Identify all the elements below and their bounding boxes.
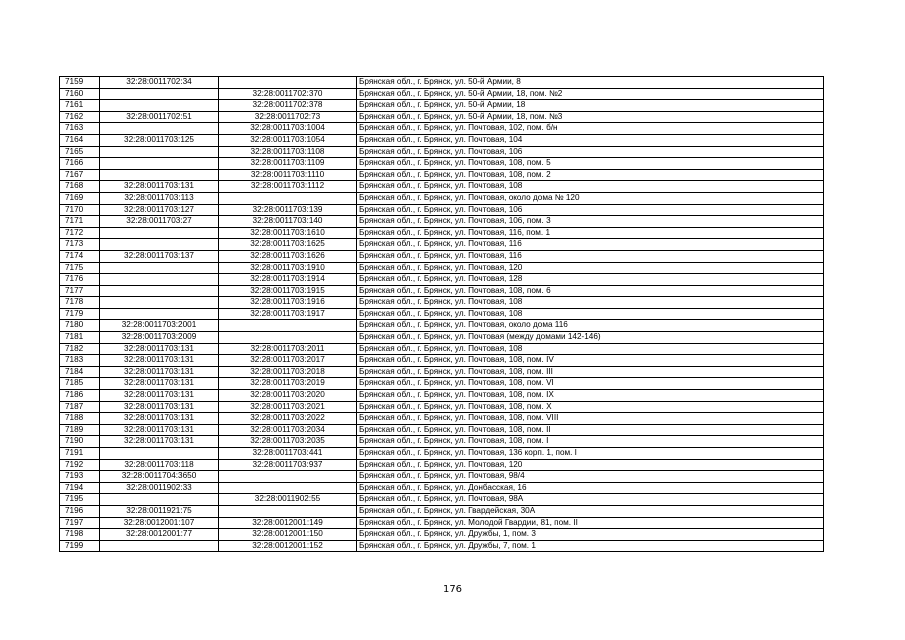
- address-cell: Брянская обл., г. Брянск, ул. Почтовая, 116: [357, 239, 824, 251]
- table-row: [60, 262, 824, 274]
- row-number-cell: 7171: [60, 216, 100, 228]
- cadastral-number-cell: [100, 146, 219, 158]
- address-cell: Брянская обл., г. Брянск, ул. Почтовая, 120: [357, 262, 824, 274]
- row-number-cell: 7183: [60, 355, 100, 367]
- table-row: [60, 181, 824, 193]
- table-row: [60, 77, 824, 89]
- table-row: [60, 216, 824, 228]
- address-cell: Брянская обл., г. Брянск, ул. Почтовая, 108, пом. VI: [357, 378, 824, 390]
- cadastral-number-cell: [100, 494, 219, 506]
- row-number-cell: 7182: [60, 343, 100, 355]
- row-number-cell: 7162: [60, 111, 100, 123]
- row-number-cell: 7199: [60, 540, 100, 552]
- address-cell: Брянская обл., г. Брянск, ул. Почтовая, 108, пом. 2: [357, 169, 824, 181]
- address-cell: Брянская обл., г. Брянск, ул. Почтовая, 108, пом. 6: [357, 285, 824, 297]
- cadastral-number-cell: 32:28:0011703:2009: [100, 332, 219, 344]
- object-cadastral-number-cell: [219, 505, 357, 517]
- object-cadastral-number-cell: 32:28:0011703:2020: [219, 390, 357, 402]
- row-number-cell: 7191: [60, 448, 100, 460]
- row-number-cell: 7164: [60, 134, 100, 146]
- row-number-cell: 7195: [60, 494, 100, 506]
- cadastral-number-cell: [100, 308, 219, 320]
- address-cell: Брянская обл., г. Брянск, ул. Почтовая, 98А: [357, 494, 824, 506]
- object-cadastral-number-cell: 32:28:0011902:55: [219, 494, 357, 506]
- table-row: [60, 505, 824, 517]
- cadastral-number-cell: 32:28:0011703:131: [100, 401, 219, 413]
- table-row: [60, 169, 824, 181]
- row-number-cell: 7196: [60, 505, 100, 517]
- object-cadastral-number-cell: 32:28:0011703:1108: [219, 146, 357, 158]
- object-cadastral-number-cell: 32:28:0012001:152: [219, 540, 357, 552]
- cadastral-number-cell: [100, 540, 219, 552]
- cadastral-number-cell: [100, 88, 219, 100]
- cadastral-number-cell: 32:28:0011703:131: [100, 436, 219, 448]
- table-row: [60, 413, 824, 425]
- cadastral-number-cell: 32:28:0011703:131: [100, 343, 219, 355]
- object-cadastral-number-cell: 32:28:0011703:2017: [219, 355, 357, 367]
- object-cadastral-number-cell: 32:28:0011703:1914: [219, 274, 357, 286]
- address-cell: Брянская обл., г. Брянск, ул. Дружбы, 7, пом. 1: [357, 540, 824, 552]
- cadastral-number-cell: 32:28:0011921:75: [100, 505, 219, 517]
- row-number-cell: 7161: [60, 100, 100, 112]
- cadastral-number-cell: [100, 239, 219, 251]
- table-row: [60, 482, 824, 494]
- table-row: [60, 343, 824, 355]
- object-cadastral-number-cell: [219, 471, 357, 483]
- object-cadastral-number-cell: 32:28:0011702:378: [219, 100, 357, 112]
- address-cell: Брянская обл., г. Брянск, ул. Почтовая, 128: [357, 274, 824, 286]
- cadastral-number-cell: 32:28:0011703:127: [100, 204, 219, 216]
- cadastral-number-cell: [100, 297, 219, 309]
- cadastral-number-cell: 32:28:0011703:137: [100, 250, 219, 262]
- cadastral-number-cell: 32:28:0011703:131: [100, 413, 219, 425]
- object-cadastral-number-cell: 32:28:0011703:1910: [219, 262, 357, 274]
- row-number-cell: 7173: [60, 239, 100, 251]
- object-cadastral-number-cell: 32:28:0011703:1054: [219, 134, 357, 146]
- object-cadastral-number-cell: [219, 482, 357, 494]
- table-row: [60, 250, 824, 262]
- address-cell: Брянская обл., г. Брянск, ул. Почтовая, 120: [357, 459, 824, 471]
- cadastral-number-cell: [100, 448, 219, 460]
- row-number-cell: 7187: [60, 401, 100, 413]
- row-number-cell: 7197: [60, 517, 100, 529]
- address-cell: Брянская обл., г. Брянск, ул. Почтовая, 116: [357, 250, 824, 262]
- table-row: [60, 134, 824, 146]
- address-cell: Брянская обл., г. Брянск, ул. Почтовая, 106, пом. 3: [357, 216, 824, 228]
- object-cadastral-number-cell: 32:28:0011703:1112: [219, 181, 357, 193]
- cadastral-number-cell: 32:28:0011703:125: [100, 134, 219, 146]
- object-cadastral-number-cell: 32:28:0011703:1625: [219, 239, 357, 251]
- cadastral-number-cell: [100, 274, 219, 286]
- row-number-cell: 7174: [60, 250, 100, 262]
- row-number-cell: 7185: [60, 378, 100, 390]
- object-cadastral-number-cell: 32:28:0012001:149: [219, 517, 357, 529]
- cadastral-number-cell: 32:28:0012001:107: [100, 517, 219, 529]
- row-number-cell: 7180: [60, 320, 100, 332]
- cadastral-number-cell: 32:28:0011703:131: [100, 181, 219, 193]
- address-cell: Брянская обл., г. Брянск, ул. Почтовая, 106: [357, 204, 824, 216]
- table-row: [60, 355, 824, 367]
- cadastral-number-cell: [100, 262, 219, 274]
- address-cell: Брянская обл., г. Брянск, ул. Почтовая, 108, пом. X: [357, 401, 824, 413]
- object-cadastral-number-cell: 32:28:0012001:150: [219, 529, 357, 541]
- table-row: [60, 448, 824, 460]
- row-number-cell: 7176: [60, 274, 100, 286]
- row-number-cell: 7170: [60, 204, 100, 216]
- table-row: [60, 285, 824, 297]
- cadastral-number-cell: 32:28:0011702:34: [100, 77, 219, 89]
- cadastral-number-cell: [100, 169, 219, 181]
- cadastral-number-cell: 32:28:0011702:51: [100, 111, 219, 123]
- address-cell: Брянская обл., г. Брянск, ул. Донбасская, 16: [357, 482, 824, 494]
- cadastral-number-cell: 32:28:0011703:131: [100, 355, 219, 367]
- address-cell: Брянская обл., г. Брянск, ул. Почтовая, 108, пом. II: [357, 424, 824, 436]
- row-number-cell: 7188: [60, 413, 100, 425]
- cadastral-number-cell: 32:28:0011703:113: [100, 192, 219, 204]
- object-cadastral-number-cell: 32:28:0011703:2019: [219, 378, 357, 390]
- row-number-cell: 7178: [60, 297, 100, 309]
- row-number-cell: 7181: [60, 332, 100, 344]
- address-cell: Брянская обл., г. Брянск, ул. Почтовая, 104: [357, 134, 824, 146]
- cadastral-number-cell: 32:28:0011703:118: [100, 459, 219, 471]
- object-cadastral-number-cell: 32:28:0011703:1626: [219, 250, 357, 262]
- address-cell: Брянская обл., г. Брянск, ул. Почтовая, 108, пом. III: [357, 366, 824, 378]
- row-number-cell: 7186: [60, 390, 100, 402]
- table-row: [60, 529, 824, 541]
- row-number-cell: 7190: [60, 436, 100, 448]
- object-cadastral-number-cell: 32:28:0011703:2034: [219, 424, 357, 436]
- address-cell: Брянская обл., г. Брянск, ул. Почтовая, 98/4: [357, 471, 824, 483]
- object-cadastral-number-cell: [219, 192, 357, 204]
- table-row: [60, 88, 824, 100]
- table-row: [60, 494, 824, 506]
- cadastral-number-cell: 32:28:0011703:131: [100, 378, 219, 390]
- row-number-cell: 7172: [60, 227, 100, 239]
- row-number-cell: 7167: [60, 169, 100, 181]
- table-row: [60, 192, 824, 204]
- object-cadastral-number-cell: 32:28:0011703:2035: [219, 436, 357, 448]
- row-number-cell: 7192: [60, 459, 100, 471]
- table-row: [60, 424, 824, 436]
- object-cadastral-number-cell: [219, 320, 357, 332]
- table-row: [60, 123, 824, 135]
- table-row: [60, 401, 824, 413]
- table-row: [60, 320, 824, 332]
- address-cell: Брянская обл., г. Брянск, ул. Почтовая, около дома 116: [357, 320, 824, 332]
- cadastral-number-cell: 32:28:0011704:3650: [100, 471, 219, 483]
- cadastral-number-cell: 32:28:0011902:33: [100, 482, 219, 494]
- object-cadastral-number-cell: 32:28:0011703:1004: [219, 123, 357, 135]
- table-row: [60, 517, 824, 529]
- address-cell: Брянская обл., г. Брянск, ул. Почтовая (между домами 142-146): [357, 332, 824, 344]
- object-cadastral-number-cell: 32:28:0011703:1110: [219, 169, 357, 181]
- address-cell: Брянская обл., г. Брянск, ул. 50-й Армии, 18, пом. №3: [357, 111, 824, 123]
- table-row: [60, 158, 824, 170]
- row-number-cell: 7165: [60, 146, 100, 158]
- cadastral-number-cell: [100, 158, 219, 170]
- object-cadastral-number-cell: 32:28:0011702:370: [219, 88, 357, 100]
- object-cadastral-number-cell: 32:28:0011703:2018: [219, 366, 357, 378]
- object-cadastral-number-cell: 32:28:0011703:1916: [219, 297, 357, 309]
- table-row: [60, 390, 824, 402]
- registry-table-body: [60, 77, 824, 552]
- address-cell: Брянская обл., г. Брянск, ул. Почтовая, 108, пом. IX: [357, 390, 824, 402]
- address-cell: Брянская обл., г. Брянск, ул. Почтовая, 106: [357, 146, 824, 158]
- row-number-cell: 7198: [60, 529, 100, 541]
- cadastral-number-cell: 32:28:0011703:131: [100, 424, 219, 436]
- address-cell: Брянская обл., г. Брянск, ул. Почтовая, 108, пом. 5: [357, 158, 824, 170]
- table-row: [60, 100, 824, 112]
- table-row: [60, 111, 824, 123]
- object-cadastral-number-cell: 32:28:0011703:2011: [219, 343, 357, 355]
- table-row: [60, 204, 824, 216]
- table-row: [60, 540, 824, 552]
- table-row: [60, 274, 824, 286]
- table-row: [60, 332, 824, 344]
- table-row: [60, 366, 824, 378]
- row-number-cell: 7168: [60, 181, 100, 193]
- row-number-cell: 7160: [60, 88, 100, 100]
- table-row: [60, 227, 824, 239]
- object-cadastral-number-cell: 32:28:0011703:2021: [219, 401, 357, 413]
- object-cadastral-number-cell: 32:28:0011703:140: [219, 216, 357, 228]
- table-row: [60, 459, 824, 471]
- address-cell: Брянская обл., г. Брянск, ул. Почтовая, 108: [357, 181, 824, 193]
- cadastral-number-cell: 32:28:0011703:131: [100, 366, 219, 378]
- address-cell: Брянская обл., г. Брянск, ул. Почтовая, 108, пом. VIII: [357, 413, 824, 425]
- table-row: [60, 297, 824, 309]
- address-cell: Брянская обл., г. Брянск, ул. Дружбы, 1, пом. 3: [357, 529, 824, 541]
- cadastral-number-cell: [100, 123, 219, 135]
- address-cell: Брянская обл., г. Брянск, ул. Почтовая, 102, пом. б/н: [357, 123, 824, 135]
- cadastral-number-cell: [100, 285, 219, 297]
- cadastral-number-cell: 32:28:0011703:2001: [100, 320, 219, 332]
- cadastral-number-cell: 32:28:0011703:131: [100, 390, 219, 402]
- registry-table-container: [59, 76, 824, 552]
- address-cell: Брянская обл., г. Брянск, ул. 50-й Армии, 18, пом. №2: [357, 88, 824, 100]
- row-number-cell: 7175: [60, 262, 100, 274]
- address-cell: Брянская обл., г. Брянск, ул. Почтовая, 108: [357, 343, 824, 355]
- address-cell: Брянская обл., г. Брянск, ул. Почтовая, около дома № 120: [357, 192, 824, 204]
- object-cadastral-number-cell: 32:28:0011703:1109: [219, 158, 357, 170]
- object-cadastral-number-cell: 32:28:0011703:139: [219, 204, 357, 216]
- row-number-cell: 7166: [60, 158, 100, 170]
- address-cell: Брянская обл., г. Брянск, ул. 50-й Армии, 8: [357, 77, 824, 89]
- table-row: [60, 436, 824, 448]
- cadastral-number-cell: 32:28:0011703:27: [100, 216, 219, 228]
- row-number-cell: 7194: [60, 482, 100, 494]
- row-number-cell: 7169: [60, 192, 100, 204]
- table-row: [60, 308, 824, 320]
- table-row: [60, 471, 824, 483]
- address-cell: Брянская обл., г. Брянск, ул. Почтовая, 108: [357, 308, 824, 320]
- object-cadastral-number-cell: 32:28:0011703:1610: [219, 227, 357, 239]
- page-number: 176: [442, 584, 463, 595]
- object-cadastral-number-cell: 32:28:0011703:1917: [219, 308, 357, 320]
- row-number-cell: 7177: [60, 285, 100, 297]
- object-cadastral-number-cell: 32:28:0011703:441: [219, 448, 357, 460]
- row-number-cell: 7179: [60, 308, 100, 320]
- cadastral-number-cell: 32:28:0012001:77: [100, 529, 219, 541]
- row-number-cell: 7163: [60, 123, 100, 135]
- table-row: [60, 146, 824, 158]
- address-cell: Брянская обл., г. Брянск, ул. Почтовая, 108: [357, 297, 824, 309]
- object-cadastral-number-cell: 32:28:0011703:937: [219, 459, 357, 471]
- registry-table: [59, 76, 824, 552]
- cadastral-number-cell: [100, 100, 219, 112]
- address-cell: Брянская обл., г. Брянск, ул. Гвардейская, 30А: [357, 505, 824, 517]
- row-number-cell: 7193: [60, 471, 100, 483]
- row-number-cell: 7184: [60, 366, 100, 378]
- object-cadastral-number-cell: [219, 77, 357, 89]
- object-cadastral-number-cell: [219, 332, 357, 344]
- object-cadastral-number-cell: 32:28:0011702:73: [219, 111, 357, 123]
- table-row: [60, 378, 824, 390]
- address-cell: Брянская обл., г. Брянск, ул. Почтовая, 108, пом. I: [357, 436, 824, 448]
- address-cell: Брянская обл., г. Брянск, ул. 50-й Армии, 18: [357, 100, 824, 112]
- address-cell: Брянская обл., г. Брянск, ул. Почтовая, 116, пом. 1: [357, 227, 824, 239]
- address-cell: Брянская обл., г. Брянск, ул. Молодой Гвардии, 81, пом. II: [357, 517, 824, 529]
- cadastral-number-cell: [100, 227, 219, 239]
- table-row: [60, 239, 824, 251]
- row-number-cell: 7189: [60, 424, 100, 436]
- object-cadastral-number-cell: 32:28:0011703:1915: [219, 285, 357, 297]
- object-cadastral-number-cell: 32:28:0011703:2022: [219, 413, 357, 425]
- address-cell: Брянская обл., г. Брянск, ул. Почтовая, 136 корп. 1, пом. I: [357, 448, 824, 460]
- address-cell: Брянская обл., г. Брянск, ул. Почтовая, 108, пом. IV: [357, 355, 824, 367]
- row-number-cell: 7159: [60, 77, 100, 89]
